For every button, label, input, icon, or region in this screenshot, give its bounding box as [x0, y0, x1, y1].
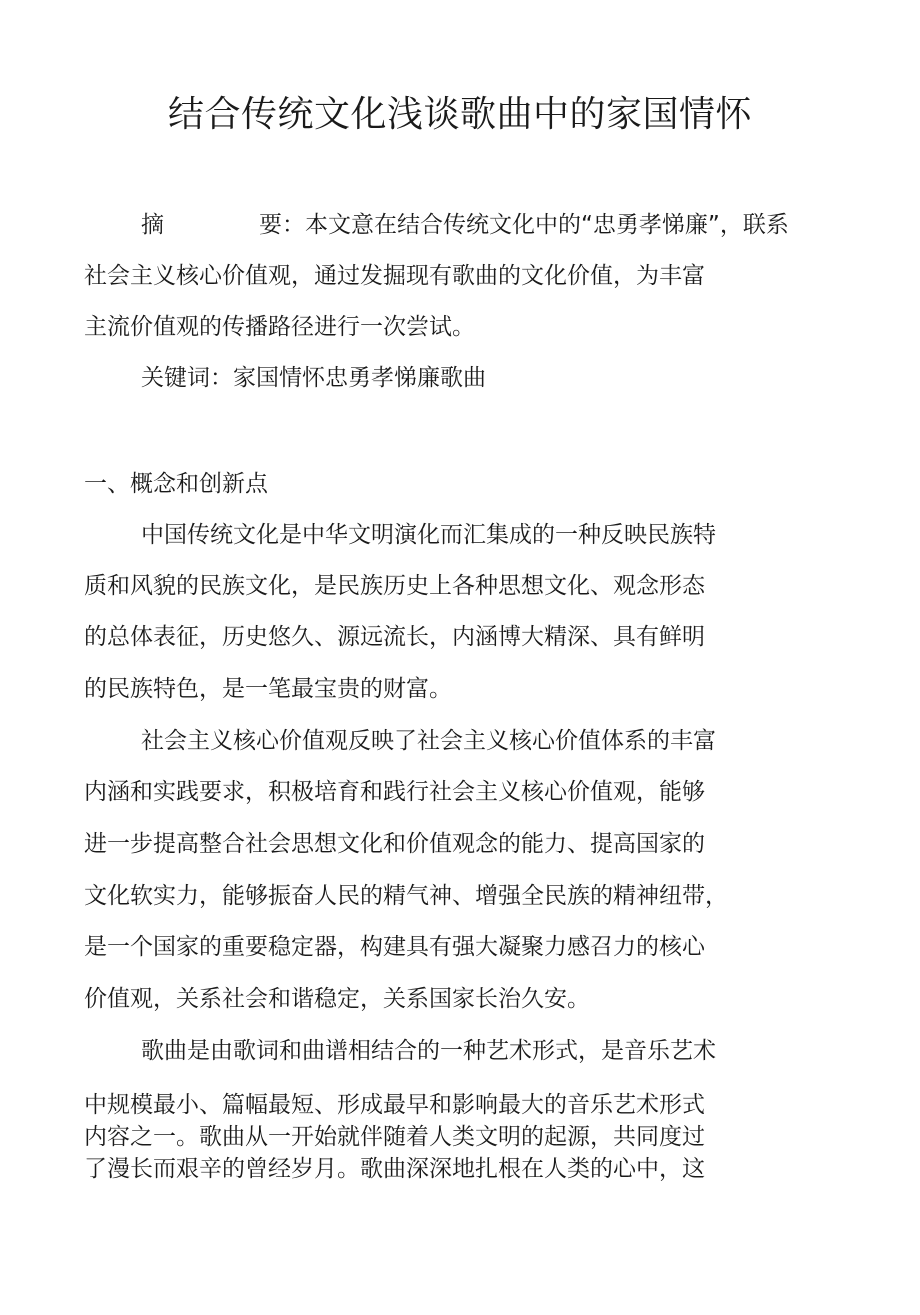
paragraph-line: 社会主义核心价值观反映了社会主义核心价值体系的丰富 — [141, 728, 716, 754]
paragraph-line: 歌曲是由歌词和曲谱相结合的一种艺术形式，是音乐艺术 — [141, 1038, 716, 1064]
abstract-label-left: 摘 — [141, 212, 164, 238]
paragraph-line: 质和风貌的民族文化，是民族历史上各种思想文化、观念形态 — [84, 573, 705, 599]
abstract-line: 主流价值观的传播路径进行一次尝试。 — [84, 314, 475, 340]
paragraph-line: 内涵和实践要求，积极培育和践行社会主义核心价值观，能够 — [84, 779, 705, 805]
document-title: 结合传统文化浅谈歌曲中的家国情怀 — [167, 94, 752, 135]
paragraph-line: 中国传统文化是中华文明演化而汇集成的一种反映民族特 — [141, 522, 716, 548]
paragraph-line: 了漫长而艰辛的曾经岁月。歌曲深深地扎根在人类的心中，这 — [84, 1156, 705, 1182]
keywords-line: 关键词：家国情怀忠勇孝悌廉歌曲 — [141, 365, 486, 391]
paragraph-line: 的总体表征，历史悠久、源远流长，内涵博大精深、具有鲜明 — [84, 624, 705, 650]
abstract-line: 社会主义核心价值观，通过发掘现有歌曲的文化价值，为丰富 — [84, 263, 705, 289]
abstract-first-line: 要：本文意在结合传统文化中的“忠勇孝悌廉”，联系 — [259, 212, 789, 238]
paragraph-line: 进一步提高整合社会思想文化和价值观念的能力、提高国家的 — [84, 831, 705, 857]
paragraph-line: 文化软实力，能够振奋人民的精气神、增强全民族的精神纽带， — [84, 883, 728, 909]
paragraph-line: 内容之一。歌曲从一开始就伴随着人类文明的起源，共同度过 — [84, 1124, 705, 1150]
section-heading: 一、概念和创新点 — [84, 471, 268, 497]
paragraph-line: 的民族特色，是一笔最宝贵的财富。 — [84, 676, 452, 702]
paragraph-line: 是一个国家的重要稳定器，构建具有强大凝聚力感召力的核心 — [84, 934, 705, 960]
paragraph-line: 价值观，关系社会和谐稳定，关系国家长治久安。 — [84, 986, 590, 1012]
paragraph-line: 中规模最小、篇幅最短、形成最早和影响最大的音乐艺术形式 — [84, 1092, 705, 1118]
